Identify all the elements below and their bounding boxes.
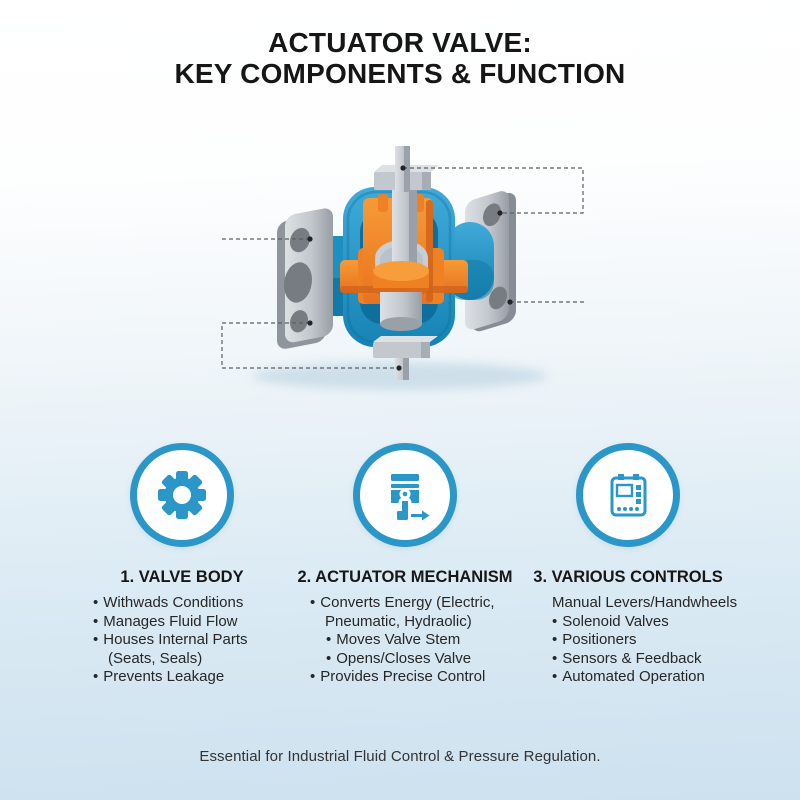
title-line-1: ACTUATOR VALVE:: [268, 27, 532, 58]
bullet-dot: •: [552, 668, 558, 686]
list-item: • Provides Precise Control: [310, 668, 486, 686]
column-heading: 3. VARIOUS CONTROLS: [533, 568, 723, 586]
list-item-sub: • Moves Valve Stem: [326, 631, 461, 649]
bullet-dot: •: [326, 631, 332, 649]
feature-column-valve-body: [66, 443, 298, 687]
column-list: [542, 594, 744, 687]
list-item: • Automated Operation: [552, 668, 705, 686]
list-item: • Withwads Conditions: [93, 594, 244, 611]
piston-arrow-icon: [377, 467, 433, 523]
list-item: • Positioners: [552, 631, 637, 649]
bullet-dot: •: [93, 631, 99, 649]
left-flange: [277, 207, 333, 351]
valve-cutaway-svg: [190, 120, 610, 400]
bullet-dot: •: [310, 668, 316, 686]
feature-column-various-controls: [512, 443, 744, 687]
column-heading: 1. VALVE BODY: [120, 568, 244, 586]
actuator-mechanism-icon-badge: [353, 443, 457, 547]
feature-column-actuator-mechanism: [290, 443, 520, 687]
actuator-stem: [392, 190, 417, 272]
various-controls-icon-badge: [576, 443, 680, 547]
control-panel-icon: [600, 467, 656, 523]
valve-cutaway-illustration: [190, 120, 610, 400]
list-item: • Sensors & Feedback: [552, 649, 702, 667]
bullet-dot: •: [310, 594, 316, 611]
valve-plug: [380, 292, 422, 331]
bullet-dot: •: [93, 668, 99, 686]
footer-tagline: Essential for Industrial Fluid Control & Pressure Regulation.: [199, 748, 601, 765]
bullet-dot: •: [552, 631, 558, 649]
bottom-bracket: [373, 336, 438, 358]
column-heading: 2. ACTUATOR MECHANISM: [297, 568, 513, 586]
column-list: [93, 594, 298, 687]
list-item: • Prevents Leakage: [93, 668, 225, 686]
gear-icon: [154, 467, 210, 523]
list-item: • Houses Internal Parts (Seats, Seals): [93, 631, 248, 667]
valve-body-shape: [340, 187, 468, 347]
bullet-dot: •: [93, 594, 99, 611]
list-item: • Converts Energy (Electric, Pneumatic, Hydraolic): [310, 594, 495, 630]
list-item: • Solenoid Valves: [552, 612, 669, 630]
bullet-dot: •: [326, 649, 332, 667]
page-title: [0, 0, 800, 89]
bullet-dot: •: [93, 612, 99, 630]
list-item-sub: • Opens/Closes Valve: [326, 649, 472, 667]
title-line-2: KEY COMPONENTS & FUNCTION: [174, 58, 626, 89]
column-list: [310, 594, 520, 687]
valve-body-icon-badge: [130, 443, 234, 547]
bullet-dot: •: [552, 612, 558, 630]
list-intro: Manual Levers/Handwheels: [552, 594, 738, 611]
bullet-dot: •: [552, 649, 558, 667]
list-item: • Manages Fluid Flow: [93, 612, 238, 630]
